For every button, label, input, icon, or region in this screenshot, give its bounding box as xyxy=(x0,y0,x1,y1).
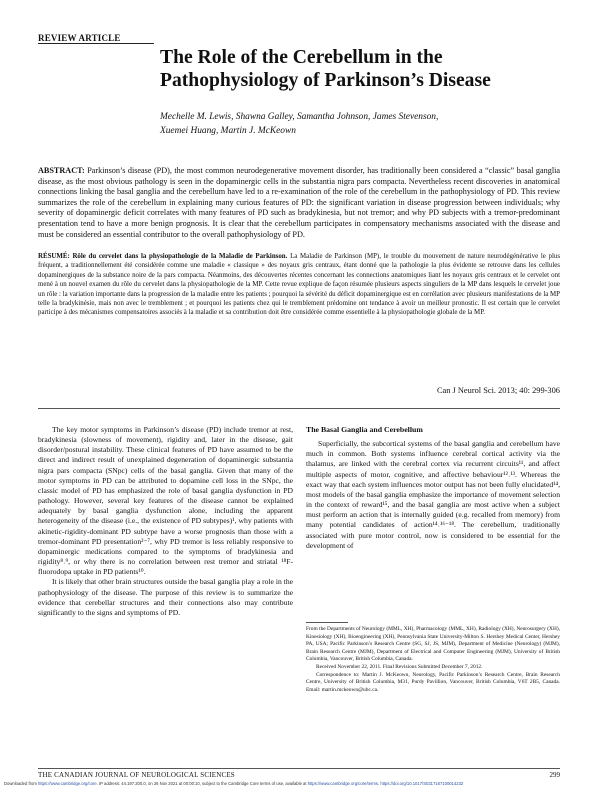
header-rule xyxy=(38,43,154,44)
journal-name: THE CANADIAN JOURNAL OF NEUROLOGICAL SCIENCES xyxy=(38,771,235,779)
author-list xyxy=(160,110,580,138)
footnote-rule xyxy=(306,622,348,623)
author-line-1: Mechelle M. Lewis, Shawna Galley, Samantha Johnson, James Stevenson, xyxy=(160,112,439,122)
terms-link[interactable]: https://www.cambridge.org/core/terms xyxy=(307,781,379,786)
download-middle: . IP address: 44.197.200.0, on 26 Nov 2021 at 00:00:10, subject to the Cambridge Core terms of use, available at xyxy=(96,781,307,786)
article-title: The Role of the Cerebellum in the Pathophysiology of Parkinson’s Disease xyxy=(160,47,491,91)
footer-divider xyxy=(38,768,560,769)
body-column-left xyxy=(38,425,293,618)
french-abstract-text: La Maladie de Parkinson (MP), le trouble du mouvement de nature neurodégénérative le plus fréquent, a traditionnellement été considérée comme une maladie « classique » des noyaux gris centraux, étant donné que la pathologie la plus évidente se retrouve dans les cellules dopaminergiques de la substance noire de la pars compacta. Néanmoins, des découvertes récentes concernant les connections anatomiques liant les noyaux gris centraux et le cervelet ont mené à un nouvel examen du rôle du cervelet dans la physiopathologie de la MP. Cette revue explique de façon résumée plusieurs aspects singuliers de la MP dans lesquels le cervelet joue un rôle : la variation importante dans la progression de la maladie entre les patients ; pourquoi la sévérité du déficit dopaminergique est en corrélation avec plusieurs manifestations de la MP telle la bradykinésie, mais non avec le tremblement ; et pourquoi les patients chez qui le tremblement prédomine ont tendance à avoir un meilleur pronostic. Il est certain que le cervelet participe à des mécanismes compensatoires associés à la maladie et sa contribution doit être considérée comme essentielle à la physiopathologie globale de la MP. xyxy=(38,253,560,317)
affiliations-footnote xyxy=(306,626,560,694)
abstract-label: ABSTRACT: xyxy=(38,166,85,175)
author-line-2: Xuemei Huang, Martin J. McKeown xyxy=(160,126,296,136)
body-paragraph: It is likely that other brain structures outside the basal ganglia play a role in the pathophysiology of the disease. The purpose of this review is to summarize the evidence that cerebellar structures and their connections also may contribute significantly to the signs and symptoms of PD. xyxy=(38,577,293,617)
cambridge-core-link[interactable]: https://www.cambridge.org/core xyxy=(38,781,97,786)
section-heading: The Basal Ganglia and Cerebellum xyxy=(306,425,423,434)
body-column-right xyxy=(306,425,560,551)
affiliation-text: From the Departments of Neurology (MML, XH), Pharmacology (MML, XH), Radiology (XH), Neurosurgery (XH), Kinesiology (XH), Bioengineering (XH), Pennsylvania State University-Milton S. Hershey Medical Center, Hershey PA, USA; Pacific Parkinson’s Research Centre (SG, SJ, JS, MJM), Department of Medicine (Neurology) (MJM), Brain Research Centre (MJM), Department of Electrical and Computer Engineering (MJM), University of British Columbia, Vancouver, British Columbia, Canada. xyxy=(306,626,560,663)
received-dates: Received November 22, 2011. Final Revisions Submitted December 7, 2012. xyxy=(316,663,483,670)
body-paragraph: The key motor symptoms in Parkinson’s disease (PD) include tremor at rest, bradykinesia (slowness of movement), rigidity and, later in the disease, gait disorder/postural instability. These clinical features of PD have assumed to be the direct and indirect result of unexplained degeneration of dopaminergic substantia nigra pars compacta (SNpc) cells of the basal ganglia. Given that many of the motor symptoms in PD can be attributed to dopamine cell loss in the SNpc, the classic model of PD has emphasized the role of basal ganglia dysfunction in PD pathology. However, several key features of the disease cannot be explained adequately by basal ganglia dysfunction alone, including the apparent heterogeneity of the disease (i.e., the existence of PD subtypes)¹, why patients with akinetic-rigidity-dominant PD subtype have a worse prognosis than those with a tremor-dominant PD presentation²⁻⁷, why PD tremor is less reliably responsive to dopaminergic medications compared to the symptoms of bradykinesia and rigidity⁸˒⁹, or why there is no correlation between rest tremor and striatal ¹⁸F-fluorodopa uptake in PD patients¹⁰. xyxy=(38,425,293,577)
download-notice: Downloaded from https://www.cambridge.org/core. IP address: 44.197.200.0, on 26 Nov 2021 at 00:00:10, subject to the Cambridge Core terms of use, available at https://www.cambridge.org/core/terms. https://doi.org/10.1017/S0317167100014232 xyxy=(4,781,464,786)
french-abstract xyxy=(38,252,560,318)
article-type-label: REVIEW ARTICLE xyxy=(38,33,121,43)
abstract-text: Parkinson’s disease (PD), the most common neurodegenerative movement disorder, has traditionally been considered a “classic” basal ganglia disease, as the most obvious pathology is seen in the dopaminergic cells in the substantia nigra pars compacta. Nevertheless recent discoveries in anatomical connections linking the basal ganglia and the cerebellum have led to a re-examination of the role of the cerebellum in the pathophysiology of PD. This review summarizes the role of the cerebellum in explaining many curious features of PD: the significant variation in disease progression between individuals; why severity of dopaminergic deficit correlates with many features of PD such as bradykinesia, but not tremor; and why PD subjects with a tremor-predominant presentation tend to have a more benign prognosis. It is clear that the cerebellum participates in compensatory mechanisms associated with the disease and must be considered an essential contributor to the overall pathophysiology of PD. xyxy=(38,166,561,239)
french-abstract-label: RÉSUMÉ: Rôle du cervelet dans la physiopathologie de la Maladie de Parkinson. xyxy=(38,253,288,260)
abstract xyxy=(38,166,560,240)
section-divider xyxy=(38,408,560,409)
download-prefix: Downloaded from xyxy=(4,781,37,786)
page-number: 299 xyxy=(549,771,560,779)
doi-link[interactable]: https://doi.org/10.1017/S0317167100014232 xyxy=(380,781,464,786)
correspondence: Correspondence to: Martin J. McKeown, Neurology, Pacific Parkinson’s Research Centre, Brain Research Centre, University of British Columbia, M31, Purdy Pavillion, Vancouver, British Columbia, V6T 2B5, Canada. Email: martin.mckeown@ubc.ca. xyxy=(306,671,560,693)
citation: Can J Neurol Sci. 2013; 40: 299-306 xyxy=(436,386,560,395)
body-paragraph: Superficially, the subcortical systems of the basal ganglia and cerebellum have much in common. Both systems influence cerebral cortical activity via the thalamus, are linked with the cerebral cortex via recurrent circuits¹¹, and affect multiple aspects of motor, cognitive, and affective behaviour¹²˒¹³. Whereas the exact way that each system influences motor output has not been fully elucidated¹⁴, most models of the basal ganglia emphasize the importance of movement selection in the context of reward¹⁵, and the basal ganglia are most active when a subject must perform an action that is internally guided (e.g. recalled from memory) from many potential candidates of action¹⁴˒¹⁶⁻¹⁸. The cerebellum, traditionally associated with pure motor control, now is considered to be essential for the development of xyxy=(306,439,560,550)
